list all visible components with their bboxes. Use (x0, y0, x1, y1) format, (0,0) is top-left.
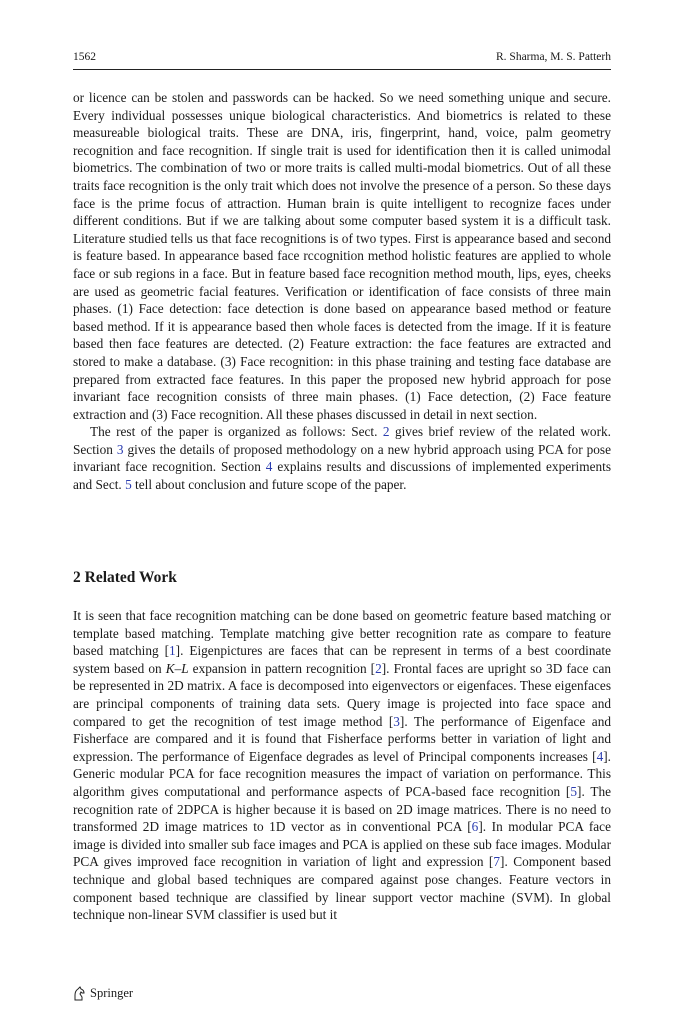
page-header (73, 49, 611, 69)
citation-2[interactable]: 2 (375, 660, 382, 676)
page-footer (73, 986, 133, 1001)
springer-horse-icon (73, 986, 86, 1001)
citation-7[interactable]: 7 (493, 854, 501, 870)
page-number: 1562 (73, 51, 96, 63)
intro-text (73, 89, 611, 494)
section-ref-4[interactable]: 4 (265, 459, 273, 475)
publisher-name: Springer (90, 986, 134, 1000)
citation-4[interactable]: 4 (596, 748, 604, 764)
related-work-text (73, 607, 611, 924)
citation-5[interactable]: 5 (570, 783, 578, 799)
citation-3[interactable]: 3 (393, 713, 400, 729)
paragraph-1: or licence can be stolen and passwords can be hacked. So we need something unique and secure. Every individual possesses unique biological characteristics. And biometrics is related to these measureable biological traits. These are DNA, iris, fingerprint, hand, voice, palm geometry recognition and face recognition. If single trait is used for identification then it is called unimodal biometrics. The combination of two or more traits is called multi-modal biometrics. Out of all these traits face recognition is the only trait which does not involve the presence of a person. So these days face is the prime focus of attraction. Human brain is quite intelligent to recognize faces under different conditions. But if we are talking about some computer based system it is a difficult task. Literature studied tells us that face recognitions is of two types. First is appearance based and second is feature based. In appearance based face rccognition method holistic features are applied to whole face or sub regions in a face. But in feature based face recognition method mouth, lips, eyes, cheeks are used as geometric facial features. Verification or identification of face consists of three main phases. (1) Face detection: face detection is done based on appearance based method or feature based method. If it is appearance based then whole faces is detected from the image. If it is feature based then face features are detected. (2) Feature extraction: the face features are extracted and stored to make a database. (3) Face recognition: in this phase training and testing face database are prepared from extracted face features. In this paper the proposed new hybrid approach for pose invariant face recognition consists of three main phases. (1) Face detection, (2) Face feature extraction and (3) Face recognition. All these phases discussed in detail in next section. (73, 90, 611, 422)
paragraph-2: The rest of the paper is organized as follows: Sect. 2 gives brief review of the related work. Section 3 gives the details of proposed methodology on a new hybrid approach using PCA for pose invariant face recognition. Section 4 explains results and discussions of implemented experiments and Sect. 5 tell about conclusion and future scope of the paper. (73, 424, 611, 493)
citation-6[interactable]: 6 (471, 819, 479, 835)
section-heading: 2 Related Work (73, 569, 177, 586)
section-ref-5[interactable]: 5 (125, 477, 132, 493)
running-authors: R. Sharma, M. S. Patterh (496, 51, 611, 63)
header-rule (73, 69, 611, 70)
paragraph-3: It is seen that face recognition matching can be done based on geometric feature based matching or template based matching. Template matching give better recognition rate as compare to feature based matching [1]. Eigenpictures are faces that can be represent in terms of a best coordinate system based on K–L expansion in pattern recognition [2]. Frontal faces are upright so 3D face can be represented in 2D matrix. A face is decomposed into eigenvectors or eigenfaces. These eigenfaces are principal components of training data sets. Query image is projected into face space and compared to get the recognition of test image method [3]. The performance of Eigenface and Fisherface are compared and it is found that Fisherface performs better in variation of light and expression. The performance of Eigenface degrades as level of Principal components increases [4]. Generic modular PCA for face recognition measures the impact of variation on performance. This algorithm gives computational and performance aspects of PCA-based face recognition [5]. The recognition rate of 2DPCA is higher because it is based on 2D image matrices. There is no need to transformed 2D image matrices to 1D vector as in conventional PCA [6]. In modular PCA face image is divided into smaller sub face images and PCA is applied on these sub face images. Modular PCA gives improved face recognition in variation of light and expression [7]. Component based technique and global based techniques are compared against pose changes. Feature vectors in component based technique are classified by linear support vector machine (SVM). In global technique non-linear SVM classifier is used but it (73, 608, 612, 923)
section-ref-2[interactable]: 2 (382, 424, 390, 440)
citation-1[interactable]: 1 (169, 643, 176, 659)
section-ref-3[interactable]: 3 (116, 441, 124, 457)
